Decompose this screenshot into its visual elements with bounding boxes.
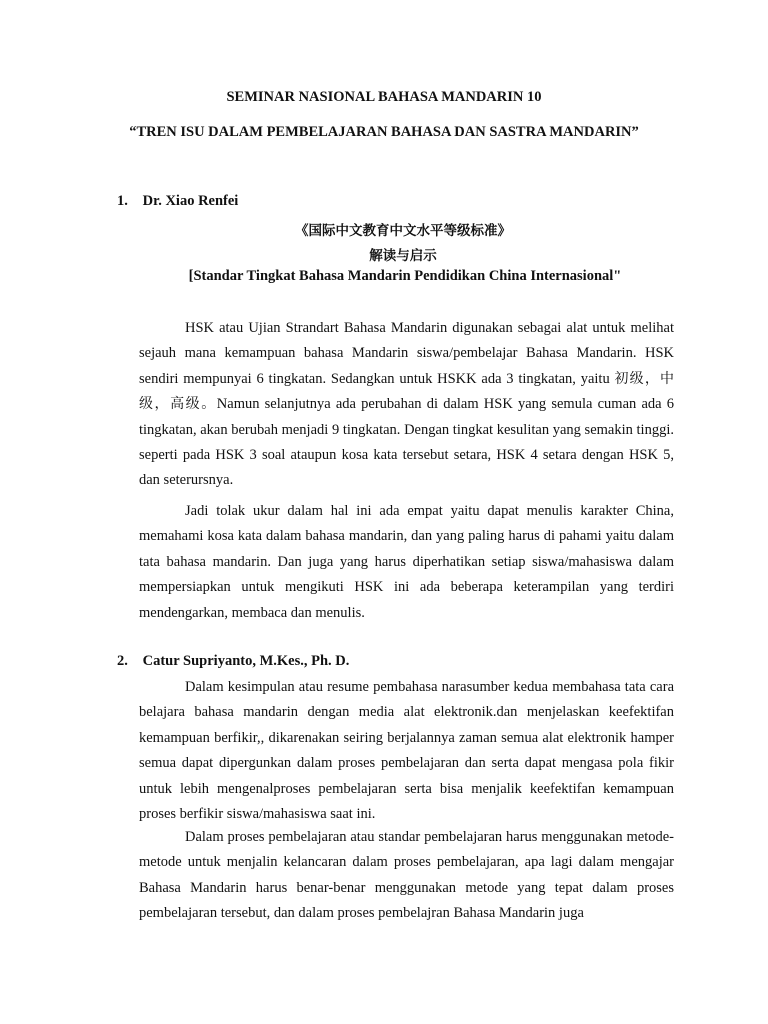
seminar-theme: “TREN ISU DALAM PEMBELAJARAN BAHASA DAN SASTRA MANDARIN” bbox=[129, 124, 639, 140]
speaker-2-paragraph-2 bbox=[139, 825, 674, 927]
speaker-1-paragraph-2 bbox=[139, 499, 674, 626]
speaker-2-paragraph-1 bbox=[139, 675, 674, 827]
paragraph-text: Dalam proses pembelajaran atau standar pembelajaran harus menggunakan metode-metode untuk menjalin kelancaran dalam proses pembelajaran, apa lagi dalam mengajar Bahasa Mandarin harus benar-benar menggunakan metode yang tepat dalam proses pembelajaran tersebut, dan dalam proses pembelajran Bahasa Mandarin juga bbox=[139, 829, 674, 922]
speaker-1-chinese-title: 《国际中文教育中文水平等级标准》 bbox=[295, 223, 511, 239]
speaker-1-translation: [Standar Tingkat Bahasa Mandarin Pendidikan China Internasional" bbox=[188, 268, 622, 284]
paragraph-text-after: Namun selanjutnya ada perubahan di dalam HSK yang semula cuman ada 6 tingkatan, akan berubah menjadi 9 tingkatan. Dengan tingkat kesulitan yang semakin tinggi. seperti pada HSK 3 soal ataupun kosa kata tersebut setara, HSK 4 setara dengan HSK 5, dan seterursnya. bbox=[139, 396, 674, 489]
paragraph-text-before: HSK atau Ujian Strandart Bahasa Mandarin digunakan sebagai alat untuk melihat sejauh mana kemampuan bahasa Mandarin siswa/pembelajar Bahasa Mandarin. HSK sendiri mempunyai 6 tingkatan. Sedangkan untuk HSKK ada 3 tingkatan, yaitu bbox=[139, 320, 674, 387]
paragraph-text: Dalam kesimpulan atau resume pembahasa narasumber kedua membahasa tata cara belajara bahasa mandarin dengan media alat elektronik.dan menjelaskan keefektifan kemampuan berfikir,, dikarenakan seiring berjalannya zaman semua alat elektronik hamper semua dapat dipergunkan dalam proses pembelajaran dan serta dapat mengasa pola fikir untuk lebih mengenalproses pembelajaran serta bisa menjalik keefektifan kemampuan proses berfikir siswa/mahasiswa saat ini. bbox=[139, 679, 674, 823]
speaker-1-paragraph-1 bbox=[139, 316, 674, 494]
speaker-2-heading bbox=[117, 653, 349, 670]
speaker-2-name: Catur Supriyanto, M.Kes., Ph. D. bbox=[142, 653, 350, 669]
paragraph-text: Jadi tolak ukur dalam hal ini ada empat yaitu dapat menulis karakter China, memahami kosa kata dalam bahasa mandarin, dan yang paling harus di pahami yaitu dalam tata bahasa mandarin. Dan juga yang harus diperhatikan setiap siswa/mahasiswa dalam mempersiapkan untuk mengikuti HSK ini ada beberapa keterampilan yang terdiri mendengarkan, membaca dan menulis. bbox=[139, 503, 674, 621]
speaker-1-chinese-subtitle: 解读与启示 bbox=[369, 248, 437, 264]
speaker-1-number: 1. bbox=[117, 193, 128, 209]
paragraph-chinese-levels: 初级，中级，高级。 bbox=[139, 370, 674, 413]
speaker-1-heading bbox=[117, 193, 238, 210]
seminar-title: SEMINAR NASIONAL BAHASA MANDARIN 10 bbox=[226, 89, 542, 105]
speaker-1-name: Dr. Xiao Renfei bbox=[142, 193, 239, 209]
speaker-2-number: 2. bbox=[117, 653, 128, 669]
